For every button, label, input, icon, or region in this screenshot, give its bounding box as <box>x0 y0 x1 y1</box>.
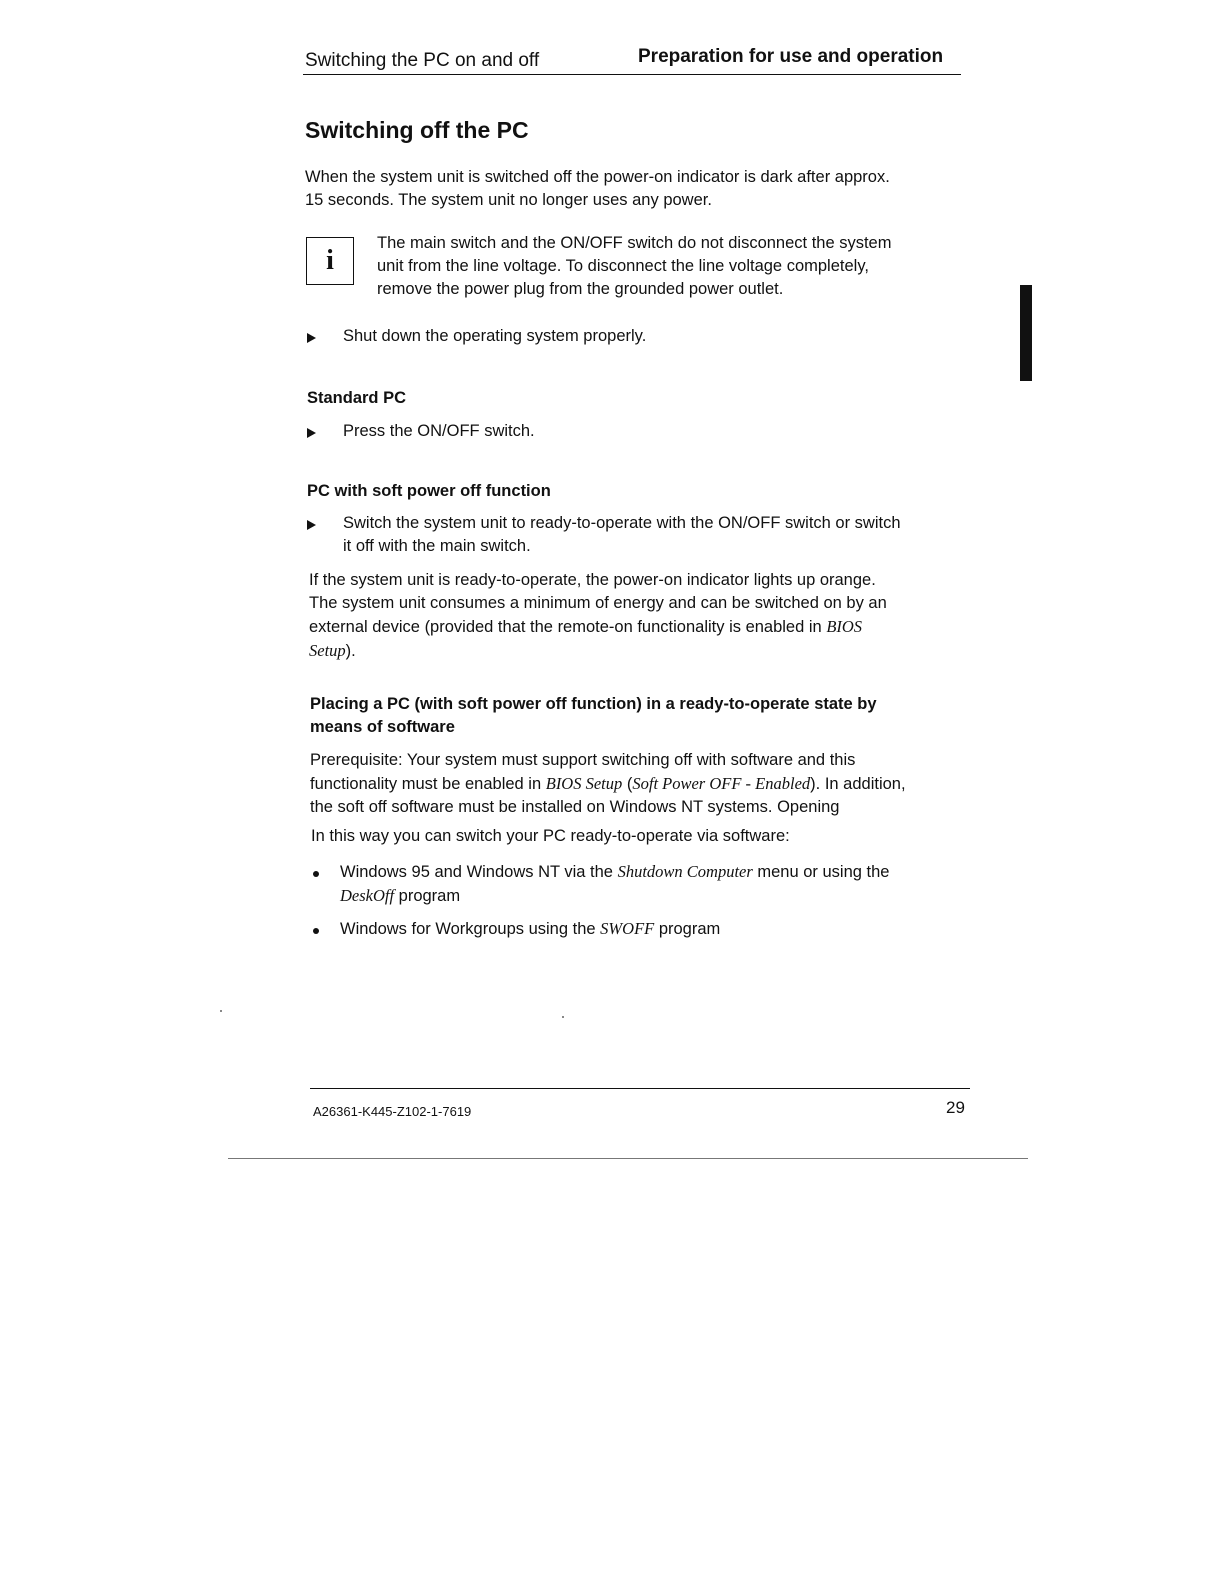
heading-software-ready-state <box>310 693 877 739</box>
step-shutdown <box>343 325 646 348</box>
ready-line-4: Setup). <box>309 641 356 660</box>
ready-line-1: If the system unit is ready-to-operate, the power-on indicator lights up orange. <box>309 571 876 589</box>
deskoff-term: DeskOff <box>340 886 395 905</box>
ready-line-2: The system unit consumes a minimum of energy and can be switched on by an <box>309 594 887 612</box>
heading-soft-power-off: PC with soft power off function <box>307 482 551 500</box>
bullet-windows-workgroups <box>340 917 720 941</box>
ready-line-3: external device (provided that the remote-on functionality is enabled in BIOS <box>309 617 863 636</box>
running-header-section: Switching the PC on and off <box>305 50 540 71</box>
bullet-2-line-1: Windows for Workgroups using the SWOFF program <box>340 919 721 938</box>
footer-doc-number: A26361-K445-Z102-1-7619 <box>313 1104 472 1119</box>
note-line-2: unit from the line voltage. To disconnect the line voltage completely, <box>377 257 869 275</box>
bios-term: BIOS <box>826 617 863 636</box>
running-header-chapter: Preparation for use and operation <box>638 46 944 67</box>
note-line-3: remove the power plug from the grounded power outlet. <box>377 280 784 298</box>
step-press-switch <box>343 420 535 443</box>
prereq-line-3: the soft off software must be installed on Windows NT systems. Opening <box>310 798 840 816</box>
note-line-1: The main switch and the ON/OFF switch do not disconnect the system <box>377 234 892 252</box>
intro-line-1: When the system unit is switched off the power-on indicator is dark after approx. <box>305 168 890 186</box>
step-arrow-icon <box>307 428 316 438</box>
footer-rule <box>310 1088 970 1089</box>
step-press-switch-text: Press the ON/OFF switch. <box>343 422 535 440</box>
intro-line-2: 15 seconds. The system unit no longer uses any power. <box>305 191 712 209</box>
scan-edge-line <box>228 1158 1028 1159</box>
setup-term: Setup <box>309 641 346 660</box>
prerequisite-paragraph <box>310 749 906 819</box>
prereq-line-1: Prerequisite: Your system must support switching off with software and this <box>310 751 856 769</box>
bullet-icon <box>313 871 319 877</box>
step-shutdown-text: Shut down the operating system properly. <box>343 327 647 345</box>
step-arrow-icon <box>307 520 316 530</box>
step-switch-ready <box>343 512 901 558</box>
step-arrow-icon <box>307 333 316 343</box>
step-switch-ready-line-2: it off with the main switch. <box>343 537 531 555</box>
scan-speck <box>220 1010 222 1012</box>
step-switch-ready-line-1: Switch the system unit to ready-to-operate with the ON/OFF switch or switch <box>343 514 901 532</box>
prereq-line-2: functionality must be enabled in BIOS Setup (Soft Power OFF - Enabled). In addition, <box>310 774 906 793</box>
heading-standard-pc: Standard PC <box>307 389 407 407</box>
intro-paragraph <box>305 166 890 212</box>
info-icon <box>306 237 354 285</box>
bullet-1-line-2: DeskOff program <box>340 886 461 905</box>
info-note-text <box>377 232 891 301</box>
soft-power-off-term: Soft Power OFF - Enabled <box>632 774 811 793</box>
heading-software-line-2: means of software <box>310 718 455 736</box>
heading-software-line-1: Placing a PC (with soft power off function) in a ready-to-operate state by <box>310 695 877 713</box>
bullet-windows-95-nt <box>340 860 889 908</box>
software-intro <box>311 825 790 848</box>
bullet-1-line-1: Windows 95 and Windows NT via the Shutdown Computer menu or using the <box>340 862 890 881</box>
bullet-icon <box>313 928 319 934</box>
bios-setup-term: BIOS Setup <box>545 774 623 793</box>
scan-speck <box>562 1016 564 1018</box>
info-icon-label: i <box>326 245 334 276</box>
swoff-term: SWOFF <box>600 919 655 938</box>
shutdown-computer-term: Shutdown Computer <box>617 862 753 881</box>
header-rule <box>303 74 961 75</box>
ready-to-operate-paragraph <box>309 569 887 663</box>
margin-change-bar <box>1020 285 1032 381</box>
page-title: Switching off the PC <box>305 117 529 143</box>
page-number: 29 <box>946 1098 965 1117</box>
software-intro-text: In this way you can switch your PC ready-to-operate via software: <box>311 827 790 845</box>
